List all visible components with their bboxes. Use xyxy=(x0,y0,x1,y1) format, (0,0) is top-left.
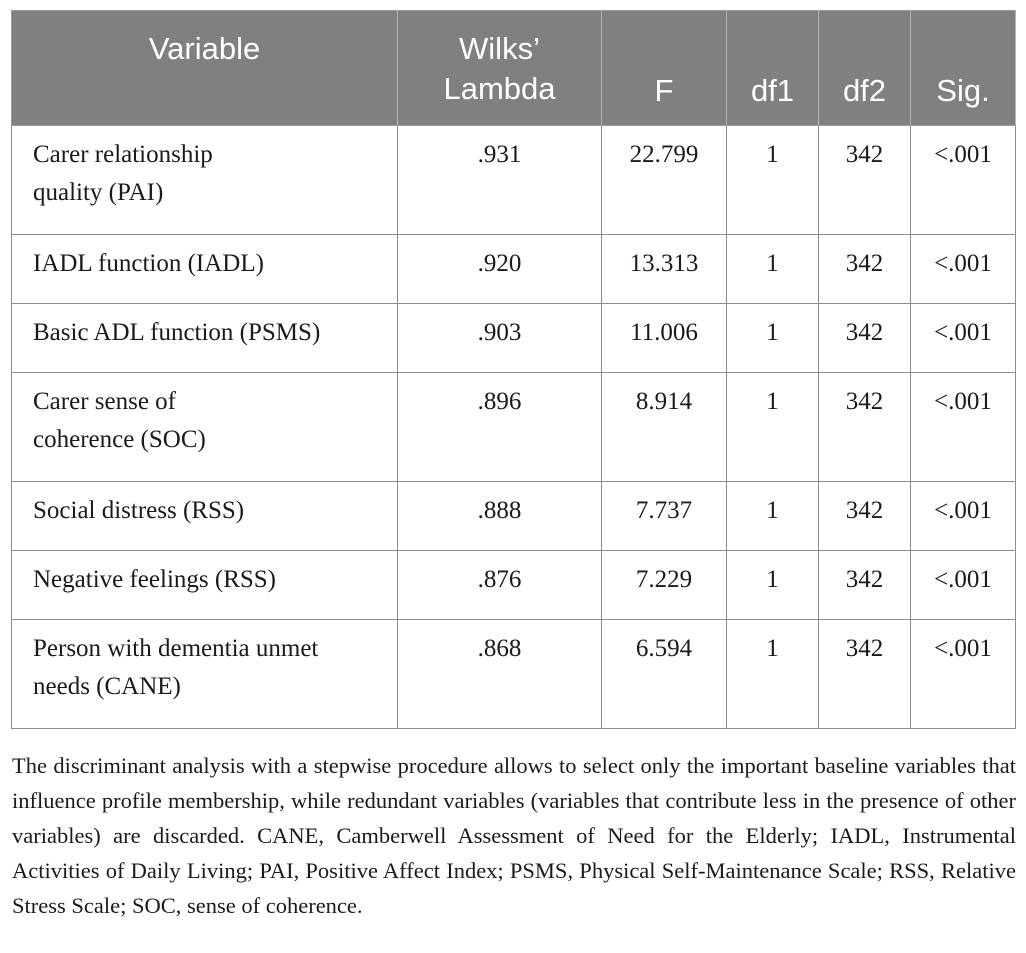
cell-df2: 342 xyxy=(819,620,911,729)
cell-df1: 1 xyxy=(727,482,819,551)
header-wilks-line2: Lambda xyxy=(443,71,556,106)
header-wilks-lambda xyxy=(398,11,602,126)
cell-f: 11.006 xyxy=(602,304,727,373)
cell-variable: Negative feelings (RSS) xyxy=(12,551,398,620)
table-row xyxy=(12,551,1016,620)
cell-f: 7.737 xyxy=(602,482,727,551)
cell-df2: 342 xyxy=(819,551,911,620)
variable-line1: Person with dementia unmet xyxy=(33,635,319,662)
header-f: F xyxy=(602,11,727,126)
cell-wilks-lambda: .868 xyxy=(398,620,602,729)
cell-sig: <.001 xyxy=(911,620,1016,729)
cell-f: 7.229 xyxy=(602,551,727,620)
cell-df1: 1 xyxy=(727,126,819,235)
table-footnote: The discriminant analysis with a stepwise procedure allows to select only the important baseline variables that influence profile membership, while redundant variables (variables that contribute less in the presence of other variables) are discarded. CANE, Camberwell Assessment of Need for the Elderly; IADL, Instrumental Activities of Daily Living; PAI, Positive Affect Index; PSMS, Physical Self-Maintenance Scale; RSS, Relative Stress Scale; SOC, sense of coherence. xyxy=(12,753,1016,918)
header-df1: df1 xyxy=(727,11,819,126)
cell-sig: <.001 xyxy=(911,551,1016,620)
header-wilks-line1: Wilks’ xyxy=(459,31,540,66)
cell-variable xyxy=(12,620,398,729)
table-header xyxy=(12,11,1016,126)
variable-line2: needs (CANE) xyxy=(33,673,181,700)
header-row xyxy=(12,11,1016,126)
cell-variable xyxy=(12,373,398,482)
cell-variable: Social distress (RSS) xyxy=(12,482,398,551)
cell-wilks-lambda: .931 xyxy=(398,126,602,235)
cell-wilks-lambda: .903 xyxy=(398,304,602,373)
cell-df1: 1 xyxy=(727,373,819,482)
table-body xyxy=(12,126,1016,729)
variable-line2: coherence (SOC) xyxy=(33,426,206,453)
variable-line2: quality (PAI) xyxy=(33,179,164,206)
cell-wilks-lambda: .888 xyxy=(398,482,602,551)
cell-sig: <.001 xyxy=(911,304,1016,373)
cell-variable: Basic ADL function (PSMS) xyxy=(12,304,398,373)
table-row xyxy=(12,373,1016,482)
table-row xyxy=(12,620,1016,729)
cell-variable xyxy=(12,126,398,235)
cell-sig: <.001 xyxy=(911,373,1016,482)
cell-f: 22.799 xyxy=(602,126,727,235)
cell-df2: 342 xyxy=(819,235,911,304)
wilks-lambda-table xyxy=(11,10,1016,729)
cell-df2: 342 xyxy=(819,373,911,482)
variable-line1: Carer sense of xyxy=(33,388,176,415)
cell-df1: 1 xyxy=(727,620,819,729)
cell-df2: 342 xyxy=(819,304,911,373)
cell-sig: <.001 xyxy=(911,235,1016,304)
cell-wilks-lambda: .876 xyxy=(398,551,602,620)
variable-line1: Carer relationship xyxy=(33,141,213,168)
cell-df1: 1 xyxy=(727,304,819,373)
table-row xyxy=(12,304,1016,373)
cell-wilks-lambda: .896 xyxy=(398,373,602,482)
cell-f: 13.313 xyxy=(602,235,727,304)
cell-df1: 1 xyxy=(727,551,819,620)
header-sig: Sig. xyxy=(911,11,1016,126)
table-row xyxy=(12,235,1016,304)
cell-wilks-lambda: .920 xyxy=(398,235,602,304)
cell-variable: IADL function (IADL) xyxy=(12,235,398,304)
cell-df1: 1 xyxy=(727,235,819,304)
cell-sig: <.001 xyxy=(911,482,1016,551)
cell-f: 8.914 xyxy=(602,373,727,482)
header-variable: Variable xyxy=(12,11,398,126)
cell-f: 6.594 xyxy=(602,620,727,729)
results-table-container xyxy=(11,10,1015,729)
table-row xyxy=(12,482,1016,551)
cell-df2: 342 xyxy=(819,126,911,235)
header-df2: df2 xyxy=(819,11,911,126)
table-row xyxy=(12,126,1016,235)
cell-df2: 342 xyxy=(819,482,911,551)
cell-sig: <.001 xyxy=(911,126,1016,235)
